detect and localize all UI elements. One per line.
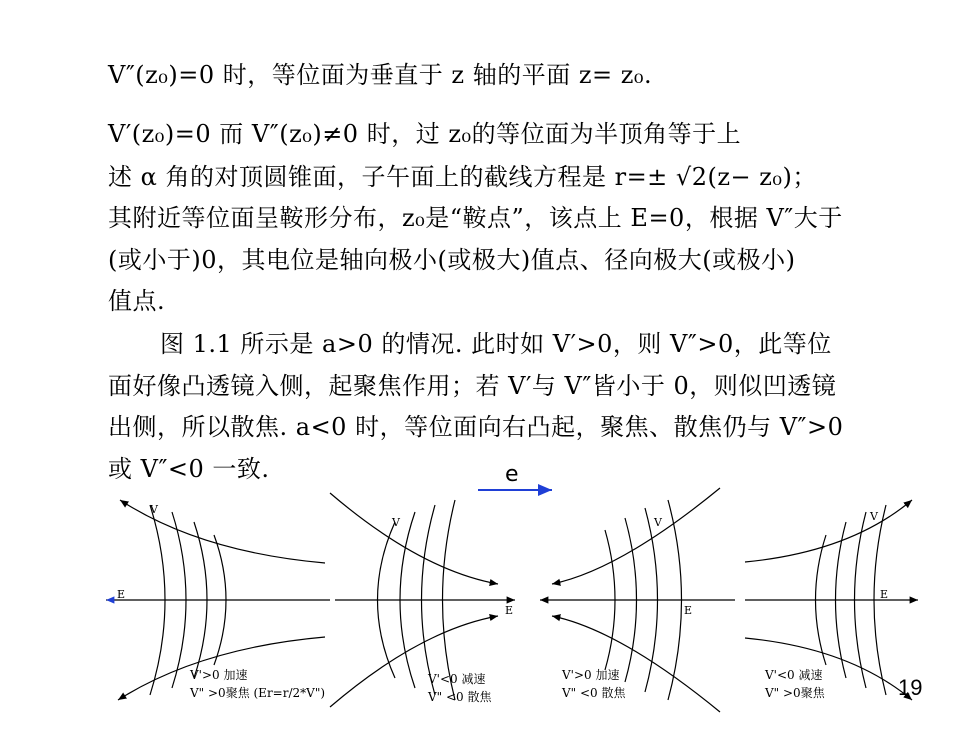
text-line-3: 述 α 角的对顶圆锥面，子午面上的截线方程是 r=± √2(z− z₀)；	[108, 163, 817, 191]
text-line-9: 出侧，所以散焦. a<0 时，等位面向右凸起，聚焦、散焦仍与 V″>0	[108, 413, 844, 441]
text-line-8: 面好像凸透镜入侧，起聚焦作用；若 V′与 V″皆小于 0，则似凹透镜	[108, 372, 837, 400]
panel-2-e-label: E	[505, 604, 514, 617]
panel-3-caption-2: V" <0 散焦	[562, 686, 626, 700]
panel-3-e-label: E	[684, 604, 693, 617]
panel-4-caption-2: V" >0聚焦	[765, 686, 825, 700]
panel-2-caption-2: V" <0 散焦	[428, 690, 492, 704]
text-line-7: 图 1.1 所示是 a>0 的情况. 此时如 V′>0，则 V″>0，此等位	[160, 330, 832, 358]
panel-1-e-label: E	[117, 588, 126, 601]
panel-4-e-label: E	[880, 588, 889, 601]
panel-3-caption-1: V'>0 加速	[562, 668, 620, 682]
panel-2-caption-1: V'<0 减速	[428, 672, 486, 686]
panel-1-v-label: V	[150, 503, 158, 516]
text-line-2: V′(z₀)=0 而 V″(z₀)≠0 时，过 z₀的等位面为半顶角等于上	[108, 120, 742, 148]
panel-2-v-label: V	[392, 516, 400, 529]
panel-3-v-label: V	[654, 516, 662, 529]
electron-label: e	[505, 462, 519, 487]
panel-4-caption-1: V'<0 减速	[765, 668, 823, 682]
panel-1-caption-2: V" >0聚焦 (Er=r/2*V")	[190, 686, 326, 700]
text-line-5: (或小于)0，其电位是轴向极小(或极大)值点、径向极大(或极小)	[108, 246, 796, 274]
panel-4-v-label: V	[870, 510, 878, 523]
text-line-6: 值点.	[108, 287, 166, 315]
panel-2-diagram	[330, 493, 515, 707]
page-number: 19	[898, 675, 923, 700]
panel-1-caption-1: V'>0 加速	[190, 668, 248, 682]
text-line-1: V″(z₀)=0 时，等位面为垂直于 z 轴的平面 z= z₀.	[108, 61, 653, 89]
text-line-4: 其附近等位面呈鞍形分布，z₀是“鞍点”，该点上 E=0，根据 V″大于	[108, 204, 843, 232]
text-line-10: 或 V″<0 一致.	[108, 455, 270, 483]
